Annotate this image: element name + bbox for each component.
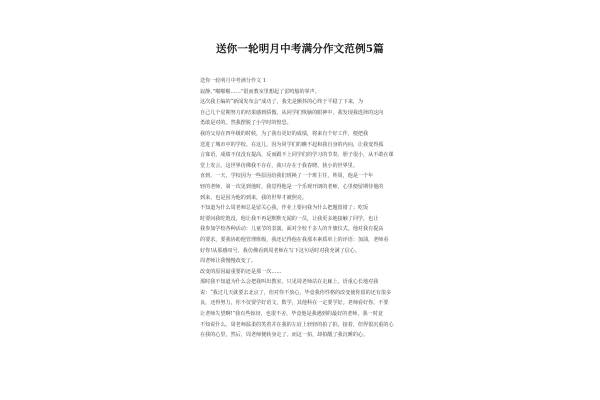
body-line: 那时我不知道为什么会把我叫出教室，只见周老师站在走廊上，语重心长地对我 <box>200 279 379 286</box>
body-line: 不知道为什么周老师总是留关心我，作业上要问我为什么把题留错了；吃饭 <box>200 205 369 212</box>
body-line: 我参加学校各种活动：儿童节的表演，面对全校千多人的升旗仪式。他对我有提高 <box>200 226 384 233</box>
body-line: 改变的原因最重要的还是那一次…… <box>200 268 282 275</box>
body-line: 这次我主编的“新闻发布会”成功了，我先是颤抖的心终于平稳了下来，为 <box>200 99 364 106</box>
body-line: 说：“我过几天就要去北京了，但对你不放心，毕竟我你性格的改变使你留的还有很多 <box>200 289 392 296</box>
essay-subtitle: 送你一轮明月中考满分作文 1 <box>200 78 266 84</box>
body-line: 时要问我吃饱没，他让我不再是默默无闻的一员，让我更多地接触了同学，也让 <box>200 215 379 222</box>
body-line: 堂上发言。这世界仿佛我不存在，我只存在于我春晓、狭小的世界里。 <box>200 162 358 169</box>
body-line: 让老师失望啊!”我有些惊讶，也很不舍，毕竟他是我遇到的最好的老师，我一时竟 <box>200 311 383 318</box>
body-line: 我的父母在四年级的时候，为了我有更好的成绩，将来有个好工作，便把我 <box>200 130 369 137</box>
body-line: 周老师让我慢慢改变了。 <box>200 258 257 265</box>
body-line: 好你!从那感叹号，我仿佛看到周老师在写下这句话时对我充满了信心。 <box>200 247 360 254</box>
body-line: 直到，一天，学校因为一些原因给我们班换了一个班主任，姓周，他是一个年 <box>200 173 374 180</box>
body-line: 勇敢是对的。然我摆脱了小学时的惶恐。 <box>200 120 292 127</box>
body-line: 送进了城市中的学校。在这儿，因为同学们的瞧不起和我自身的内向，让我变得孤 <box>200 141 384 148</box>
body-line: 良，还得努力，你不仅要学好语文，数学，其他科在一定要学好。老师看好你，不要 <box>200 300 389 307</box>
body-line: 在我的心里，然后，周老师便转身走了。而这一拍，却拍醒了我沉睡的心。 <box>200 332 369 339</box>
body-line: 言寡语，成绩不仅没有提高，反而跟不上同学们的学习的节奏，胆子很小，从不敢在课 <box>200 152 394 159</box>
body-line: 自己几个星期努力的结果感到骄傲。从同学们恢脑的眼神中，我发现我选择的这向 <box>200 109 384 116</box>
body-line: 不知说什么。周老师温柔的笑着并在我的左肩上轻轻的拍了拍，接着，但得很沉重的心 <box>200 321 394 328</box>
document-body <box>200 76 406 341</box>
body-line: 轻的老师，第一次见到他时，我觉得他是一个乐观开朗的老师，心里便留期待他的 <box>200 183 384 190</box>
document-title: 送你一轮明月中考满分作文范例5篇 <box>215 43 384 55</box>
body-line: 的要求，要我协助他管理班级，我还记得他在我那本素质单上的评语：加油，老师看 <box>200 236 389 243</box>
body-line: 寂静。”啪啪啪……”很而教室里想起了雷鸣般的掌声。 <box>200 88 320 95</box>
body-line: 到来，也是因为他的到来，我的世界才被照亮。 <box>200 194 307 201</box>
